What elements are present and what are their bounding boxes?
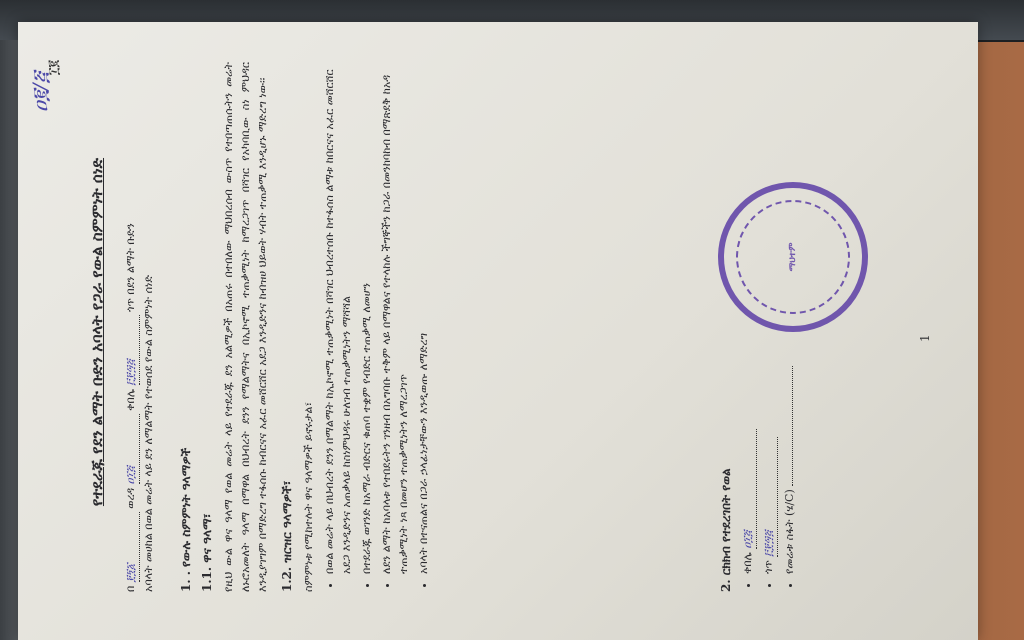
kebele-label: ቀበሌ (741, 552, 754, 574)
intro-line-2: አባላት መሀከል በወል መሬት ላይ ደን ለማልማት የተወሰደ የውል ስምምነት ሰነድ (142, 274, 155, 592)
objective-item: • በወል መሬት ላይ በህብረት ደንን በማልማት ከኢኮኖሚ ተጠቃሚነት በሻገር ህብረተሰቡ ከተፋሰስ ልማቱ ከበርናና አፈር መሸርሸር አደጋ እንዲድንና አጠቃላይ ከስነምህዳሩ ሁለገብ ተጠቃሚነትን ማሻሻል (321, 62, 355, 574)
kebele-value: ዐ፲፭ (739, 429, 757, 549)
objectives-list (321, 62, 432, 592)
document-page (18, 22, 978, 640)
intro-mid-1: ወረዳ (124, 487, 137, 509)
section-1-2-heading: 1.2. ዝርዝር ዓላማዎች፣ (280, 480, 294, 592)
page-number-top: ፲፪ (46, 60, 62, 76)
section-1 (178, 62, 435, 592)
got-value: ፫፻፵፭ (760, 437, 778, 557)
intro-handwritten-kebele: ዐ፲፭ (123, 414, 140, 484)
objective-item: • ለደን ልማት ከአባላቱ የተበደሩትን ገንዘብ በአግባቡ ተቅም ላይ በማዋልና የተላከሉ ችግኞችን ከጋራ በመንከባከብ በማጽደቅ ከአዳ ተጠቃሚነት ነጻ በመሆን ተጠቃሚነትን ለማረጋገጥ (378, 62, 412, 574)
intro-handwritten-got: ፫፻፵፭ (123, 315, 140, 385)
intro-prefix: በ (124, 585, 137, 592)
objective-item: • አባላት በተናጠልና በጋራ ኃላፊነታቸውን እንዲወጡ ለማድረግ (415, 62, 432, 574)
section-1-1-text: የዚህ ውል ዋና ዓላማ የወል መሬት ላይ የተደራጁ ደን አልሚዎች በአጠሩ በተበለው ማህበረሰብ ውስጥ የተበጣጠሱትን መሬት ለኑሮአመለት ዓላማ በማዋል በህብረት ደንን የማልማትና በኢኮኖሚ ተጠቃሚነት ከማረጋገጥ በሻገር የአካባቢው ስነ ምህዳር እንዲያገግም በማድረግ ተፋሰሱ ከብርናና አፈር መሸርሸር አደጋ እንዲድንና ከብዝሀ ህይወት ሃብት ተጠቃሚ እንዲሆኑ ማድረግ ነው፡፡ (222, 62, 269, 592)
section-1-2-intro: ስምምነቱ የሚከተሉት ዋና ዓላማዎች ይኖሩታል፣ (302, 402, 315, 592)
intro-handwritten-woreda: ፻፺፩ (123, 512, 140, 582)
objective-item: • በተደራጁ ወገንድ ከአማራ ብድርና ቁጠባ ተቋም የብድር ተጠቃሚ ለመሆን (358, 62, 375, 574)
section-1-1-heading: 1.1. ዋና ዓላማ፣ (200, 513, 214, 592)
section-2-heading: 2. ርክክብ የተደረገበት የወል (719, 468, 733, 592)
binder-spine (0, 40, 18, 640)
intro-mid-3: ጎጥ በደን ልማት ቡድን (124, 223, 137, 312)
handwritten-reference: ዐ፪/፭ (28, 72, 52, 112)
rotated-page-content (28, 32, 968, 632)
got-label: ጎጥ (762, 560, 775, 574)
intro-mid-2: ቀበሌ (124, 388, 137, 411)
document-title: የተደራጁ የደን ልማት ቡድን አባላት የጋራ የውል ስምምነት ሰነድ (88, 157, 106, 507)
intro-line-1 (123, 62, 140, 592)
section-1-heading: 1. . የውሉ ስምምነት ዓላማዎች (179, 447, 193, 592)
official-stamp (718, 182, 868, 332)
page-number-bottom: 1 (918, 334, 932, 342)
land-area-value (792, 366, 793, 486)
stamp-center: ማህተም (736, 200, 850, 314)
land-area-label: የመሬቱ ስፋት (ሄ/C) (783, 489, 796, 574)
